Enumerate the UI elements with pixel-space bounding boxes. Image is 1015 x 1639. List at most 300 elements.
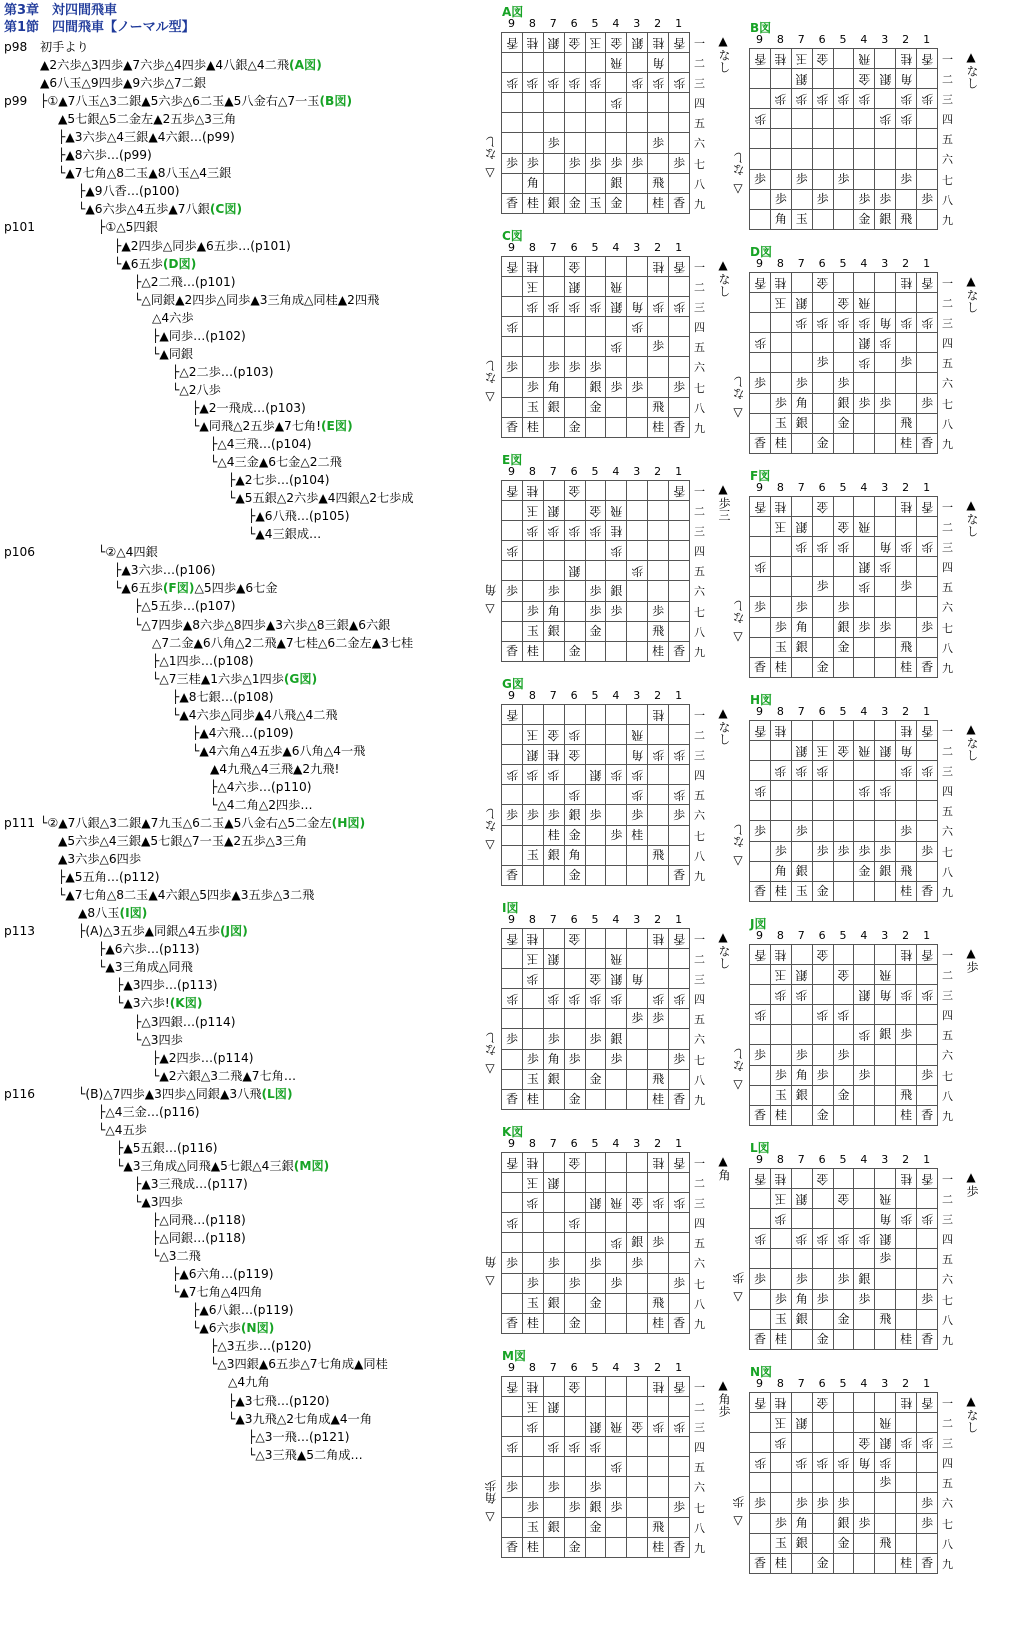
sente-piece: 歩	[669, 805, 690, 825]
gote-piece: 金	[564, 481, 585, 501]
move-line	[4, 381, 490, 399]
empty-square	[543, 153, 564, 173]
gote-piece: 香	[750, 49, 771, 69]
empty-square	[854, 1249, 875, 1269]
file-number: 9	[755, 257, 763, 270]
empty-square	[791, 1433, 812, 1453]
diagram-label: E図	[502, 453, 523, 467]
sente-piece: 歩	[564, 1497, 585, 1517]
empty-square	[854, 801, 875, 821]
move-sequence: ├▲8六歩…(p99)	[58, 148, 152, 163]
rank-number: 一	[942, 725, 953, 738]
empty-square	[750, 1413, 771, 1433]
sente-piece: 角	[543, 1049, 564, 1069]
gote-piece: 香	[917, 49, 938, 69]
empty-square	[770, 353, 791, 373]
empty-square	[627, 1273, 648, 1293]
sente-piece: 歩	[606, 153, 627, 173]
empty-square	[854, 1169, 875, 1189]
move-line	[4, 327, 490, 345]
sente-piece: 香	[917, 881, 938, 901]
empty-square	[502, 825, 523, 845]
gote-piece: 銀	[543, 1173, 564, 1193]
move-sequence: └▲2六銀△3二飛▲7七角…	[152, 1068, 297, 1083]
move-line	[4, 1446, 490, 1464]
empty-square	[896, 129, 917, 149]
sente-piece: 角	[791, 1065, 812, 1085]
sente-piece: 香	[502, 1313, 523, 1333]
file-number: 4	[860, 1377, 868, 1390]
board-diagram	[732, 1365, 995, 1591]
rank-number: 四	[694, 1441, 705, 1455]
gote-piece: 歩	[564, 1437, 585, 1457]
diagram-label: H図	[750, 693, 773, 707]
file-number: 2	[654, 241, 662, 254]
page-ref: p101	[4, 220, 35, 235]
empty-square	[585, 825, 606, 845]
rank-number: 一	[694, 933, 705, 946]
rank-number: 八	[694, 1297, 705, 1311]
rank-number: 二	[694, 953, 705, 967]
empty-square	[564, 317, 585, 337]
sente-piece: 銀	[875, 861, 896, 881]
empty-square	[648, 865, 669, 885]
gote-piece: 歩	[606, 93, 627, 113]
move-text	[58, 886, 314, 904]
empty-square	[606, 641, 627, 661]
empty-square	[502, 377, 523, 397]
rank-number: 九	[694, 1093, 705, 1107]
sente-piece: 桂	[648, 1089, 669, 1109]
gote-piece: 飛	[875, 965, 896, 985]
sente-piece: 香	[502, 1537, 523, 1557]
file-number: 2	[654, 1137, 662, 1150]
gote-mark-icon: ▽	[733, 1077, 743, 1091]
sente-piece: 歩	[502, 1253, 523, 1273]
move-sequence: └▲4三銀成…	[248, 527, 322, 542]
empty-square	[502, 53, 523, 73]
move-line	[4, 1211, 490, 1229]
empty-square	[669, 1009, 690, 1029]
gote-piece: 桂	[770, 945, 791, 965]
gote-piece: 金	[812, 497, 833, 517]
sente-piece: 桂	[648, 1537, 669, 1557]
empty-square	[669, 357, 690, 377]
rank-number: 一	[694, 1381, 705, 1394]
sente-mark-icon: ▲	[718, 706, 728, 720]
empty-square	[750, 617, 771, 637]
sente-piece: 角	[770, 209, 791, 229]
move-text	[116, 976, 218, 994]
move-line	[4, 688, 490, 706]
gote-hand-pieces: 歩	[732, 1496, 746, 1508]
empty-square	[875, 597, 896, 617]
diagram-label: J図	[750, 917, 767, 931]
empty-square	[750, 985, 771, 1005]
gote-piece: 歩	[875, 333, 896, 353]
empty-square	[606, 1313, 627, 1333]
move-text	[210, 796, 313, 814]
chapter-title: 第3章 対四間飛車	[4, 3, 118, 18]
move-sequence: └▲6六歩△4五歩▲7八銀	[78, 202, 210, 217]
sente-piece: 玉	[770, 1533, 791, 1553]
rank-number: 三	[942, 989, 953, 1003]
rank-number: 一	[942, 277, 953, 290]
move-line	[4, 1373, 490, 1391]
rank-number: 二	[942, 969, 953, 983]
rank-number: 四	[942, 1457, 953, 1471]
sente-piece: 桂	[770, 433, 791, 453]
gote-hand	[483, 360, 497, 404]
sente-piece: 銀	[585, 1497, 606, 1517]
sente-hand-pieces: なし	[965, 737, 979, 761]
rank-number: 六	[942, 601, 953, 615]
file-number: 6	[818, 481, 826, 494]
empty-square	[896, 781, 917, 801]
rank-numbers	[694, 34, 708, 215]
empty-square	[543, 969, 564, 989]
move-sequence: ├△4六歩…(p110)	[210, 779, 312, 794]
sente-piece: 金	[833, 1533, 854, 1553]
gote-piece: 歩	[502, 317, 523, 337]
empty-square	[627, 93, 648, 113]
empty-square	[833, 69, 854, 89]
file-number: 8	[528, 1137, 536, 1150]
empty-square	[564, 1029, 585, 1049]
empty-square	[896, 1309, 917, 1329]
rank-number: 九	[694, 1317, 705, 1331]
sente-piece: 金	[564, 417, 585, 437]
diagram-label: M図	[502, 1349, 526, 1363]
sente-piece: 歩	[791, 169, 812, 189]
sente-piece: 銀	[543, 193, 564, 213]
empty-square	[585, 113, 606, 133]
gote-piece: 歩	[543, 297, 564, 317]
empty-square	[522, 357, 543, 377]
empty-square	[875, 89, 896, 109]
empty-square	[750, 313, 771, 333]
empty-square	[833, 1105, 854, 1125]
gote-mark-icon: ▽	[733, 405, 743, 419]
empty-square	[606, 417, 627, 437]
empty-square	[669, 1233, 690, 1253]
gote-hand-pieces: 歩	[732, 1272, 746, 1284]
empty-square	[669, 53, 690, 73]
empty-square	[606, 317, 627, 337]
shogi-board	[749, 1392, 938, 1574]
gote-piece: 歩	[502, 1437, 523, 1457]
empty-square	[669, 337, 690, 357]
sente-piece: 銀	[543, 1069, 564, 1089]
empty-square	[770, 1249, 791, 1269]
sente-piece: 金	[812, 881, 833, 901]
empty-square	[791, 1553, 812, 1573]
empty-square	[627, 53, 648, 73]
empty-square	[564, 1517, 585, 1537]
move-text	[134, 273, 236, 291]
gote-piece: 桂	[648, 929, 669, 949]
sente-hand-pieces: 歩三	[717, 497, 731, 521]
sente-piece: 角	[522, 173, 543, 193]
move-text	[58, 832, 307, 850]
file-number: 1	[675, 465, 683, 478]
move-line	[4, 634, 490, 652]
move-text	[40, 92, 352, 110]
gote-piece: 香	[750, 497, 771, 517]
gote-piece: 歩	[648, 989, 669, 1009]
file-number: 1	[675, 1361, 683, 1374]
sente-piece: 歩	[648, 1009, 669, 1029]
empty-square	[750, 637, 771, 657]
sente-piece: 歩	[669, 377, 690, 397]
move-sequence: └△4五歩	[98, 1122, 147, 1137]
move-sequence: ├▲6六角…(p119)	[172, 1267, 274, 1282]
file-number: 4	[612, 241, 620, 254]
move-line	[4, 1229, 490, 1247]
move-line	[4, 1319, 490, 1337]
gote-piece: 歩	[833, 89, 854, 109]
move-text	[78, 200, 242, 218]
empty-square	[833, 1329, 854, 1349]
rank-number: 一	[694, 485, 705, 498]
gote-piece: 銀	[543, 33, 564, 53]
rank-number: 六	[694, 137, 705, 151]
gote-hand-pieces: なし	[732, 1048, 746, 1072]
empty-square	[543, 113, 564, 133]
empty-square	[854, 1085, 875, 1105]
empty-square	[833, 821, 854, 841]
sente-piece: 銀	[543, 1517, 564, 1537]
empty-square	[502, 745, 523, 765]
move-sequence: ├(A)△3五歩▲同銀△4五歩	[78, 924, 220, 939]
rank-numbers	[942, 50, 956, 231]
empty-square	[606, 1253, 627, 1273]
sente-mark-icon: ▲	[718, 930, 728, 944]
empty-square	[812, 1513, 833, 1533]
empty-square	[917, 1249, 938, 1269]
sente-piece: 歩	[522, 601, 543, 621]
gote-piece: 飛	[854, 517, 875, 537]
empty-square	[648, 765, 669, 785]
gote-piece: 飛	[854, 741, 875, 761]
empty-square	[833, 577, 854, 597]
file-number: 7	[549, 17, 557, 30]
gote-piece: 歩	[833, 313, 854, 333]
empty-square	[627, 541, 648, 561]
gote-piece: 金	[564, 929, 585, 949]
empty-square	[585, 1089, 606, 1109]
empty-square	[750, 1473, 771, 1493]
sente-piece: 角	[564, 845, 585, 865]
rank-number: 四	[942, 337, 953, 351]
empty-square	[833, 1249, 854, 1269]
move-line	[4, 958, 490, 976]
shogi-board	[501, 704, 690, 886]
sente-piece: 歩	[669, 1497, 690, 1517]
empty-square	[627, 581, 648, 601]
empty-square	[564, 705, 585, 725]
file-number: 2	[654, 465, 662, 478]
gote-piece: 香	[669, 929, 690, 949]
file-number: 8	[528, 689, 536, 702]
sente-piece: 歩	[896, 169, 917, 189]
move-line	[4, 1410, 490, 1428]
sente-piece: 金	[833, 1085, 854, 1105]
sente-piece: 桂	[896, 657, 917, 677]
empty-square	[648, 541, 669, 561]
diagram-label: B図	[750, 21, 772, 35]
empty-square	[812, 617, 833, 637]
gote-piece: 歩	[522, 1417, 543, 1437]
move-line	[4, 778, 490, 796]
sente-piece: 香	[669, 865, 690, 885]
sente-piece: 飛	[896, 209, 917, 229]
sente-piece: 金	[812, 433, 833, 453]
empty-square	[669, 1213, 690, 1233]
page-ref: p111	[4, 816, 35, 831]
gote-piece: 歩	[669, 297, 690, 317]
rank-number: 五	[694, 117, 705, 131]
empty-square	[875, 1085, 896, 1105]
move-line	[4, 850, 490, 868]
move-line	[4, 92, 490, 110]
empty-square	[606, 725, 627, 745]
move-text	[248, 507, 350, 525]
sente-hand-pieces: 歩	[965, 961, 979, 973]
empty-square	[896, 333, 917, 353]
move-sequence: ├▲3四歩…(p113)	[116, 978, 218, 993]
move-sequence: 初手より	[40, 40, 89, 54]
gote-piece: 歩	[854, 1229, 875, 1249]
file-number: 7	[797, 705, 805, 718]
gote-piece: 香	[917, 945, 938, 965]
empty-square	[917, 965, 938, 985]
move-sequence: ▲5七銀△5二金左▲2五歩△3三角	[58, 112, 237, 127]
empty-square	[750, 1189, 771, 1209]
empty-square	[770, 781, 791, 801]
sente-piece: 歩	[627, 153, 648, 173]
sente-piece: 歩	[564, 357, 585, 377]
page-ref: p106	[4, 545, 35, 560]
empty-square	[627, 1497, 648, 1517]
empty-square	[543, 93, 564, 113]
gote-hand-pieces: なし	[732, 600, 746, 624]
gote-piece: 歩	[606, 541, 627, 561]
move-line	[4, 255, 490, 273]
empty-square	[522, 825, 543, 845]
rank-number: 八	[942, 865, 953, 879]
empty-square	[669, 725, 690, 745]
gote-piece: 歩	[854, 89, 875, 109]
empty-square	[896, 373, 917, 393]
empty-square	[750, 841, 771, 861]
file-number: 8	[776, 33, 784, 46]
sente-piece: 桂	[522, 1313, 543, 1333]
gote-piece: 飛	[606, 53, 627, 73]
empty-square	[896, 189, 917, 209]
rank-number: 三	[694, 77, 705, 91]
sente-piece: 歩	[854, 841, 875, 861]
move-sequence: ├▲3三飛成…(p117)	[134, 1176, 248, 1191]
sente-piece: 金	[585, 1293, 606, 1313]
empty-square	[812, 1025, 833, 1045]
gote-piece: 玉	[522, 277, 543, 297]
gote-piece: 桂	[543, 745, 564, 765]
sente-hand	[964, 497, 978, 537]
gote-piece: 玉	[812, 741, 833, 761]
gote-piece: 歩	[791, 313, 812, 333]
gote-piece: 桂	[896, 1169, 917, 1189]
gote-hand	[731, 376, 745, 420]
empty-square	[875, 1553, 896, 1573]
empty-square	[585, 53, 606, 73]
sente-piece: 銀	[606, 1029, 627, 1049]
empty-square	[522, 133, 543, 153]
sente-piece: 金	[585, 397, 606, 417]
diagram-ref: (J図)	[219, 924, 248, 939]
rank-number: 一	[694, 709, 705, 722]
empty-square	[564, 1397, 585, 1417]
gote-piece: 銀	[606, 297, 627, 317]
shogi-board	[501, 32, 690, 214]
empty-square	[585, 1397, 606, 1417]
empty-square	[917, 1533, 938, 1553]
gote-piece: 歩	[627, 73, 648, 93]
file-number: 6	[570, 1361, 578, 1374]
board-diagram	[484, 677, 747, 903]
empty-square	[585, 317, 606, 337]
move-sequence: ├▲3七飛…(p120)	[228, 1393, 330, 1408]
empty-square	[750, 129, 771, 149]
sente-piece: 桂	[896, 433, 917, 453]
empty-square	[522, 1009, 543, 1029]
rank-number: 六	[942, 153, 953, 167]
sente-piece: 飛	[648, 173, 669, 193]
empty-square	[522, 865, 543, 885]
file-numbers	[501, 466, 689, 478]
move-sequence: └△3二飛	[152, 1249, 201, 1264]
rank-numbers	[694, 258, 708, 439]
move-text	[152, 345, 193, 363]
empty-square	[854, 537, 875, 557]
move-line	[4, 1085, 490, 1103]
empty-square	[750, 89, 771, 109]
rank-number: 七	[942, 845, 953, 859]
gote-piece: 歩	[564, 1213, 585, 1233]
gote-piece: 金	[564, 257, 585, 277]
move-line	[4, 814, 490, 832]
sente-piece: 銀	[833, 617, 854, 637]
gote-piece: 飛	[606, 277, 627, 297]
sente-piece: 歩	[502, 357, 523, 377]
gote-piece: 金	[585, 969, 606, 989]
move-line	[4, 110, 490, 128]
rank-number: 一	[694, 261, 705, 274]
empty-square	[917, 149, 938, 169]
empty-square	[585, 1009, 606, 1029]
move-text	[192, 1319, 274, 1337]
move-line	[4, 1139, 490, 1157]
empty-square	[833, 801, 854, 821]
sente-mark-icon: ▲	[718, 1378, 728, 1392]
empty-square	[896, 1289, 917, 1309]
move-line	[4, 616, 490, 634]
empty-square	[917, 597, 938, 617]
gote-piece: 銀	[791, 965, 812, 985]
empty-square	[854, 1493, 875, 1513]
gote-piece: 銀	[585, 765, 606, 785]
shogi-board	[749, 944, 938, 1126]
